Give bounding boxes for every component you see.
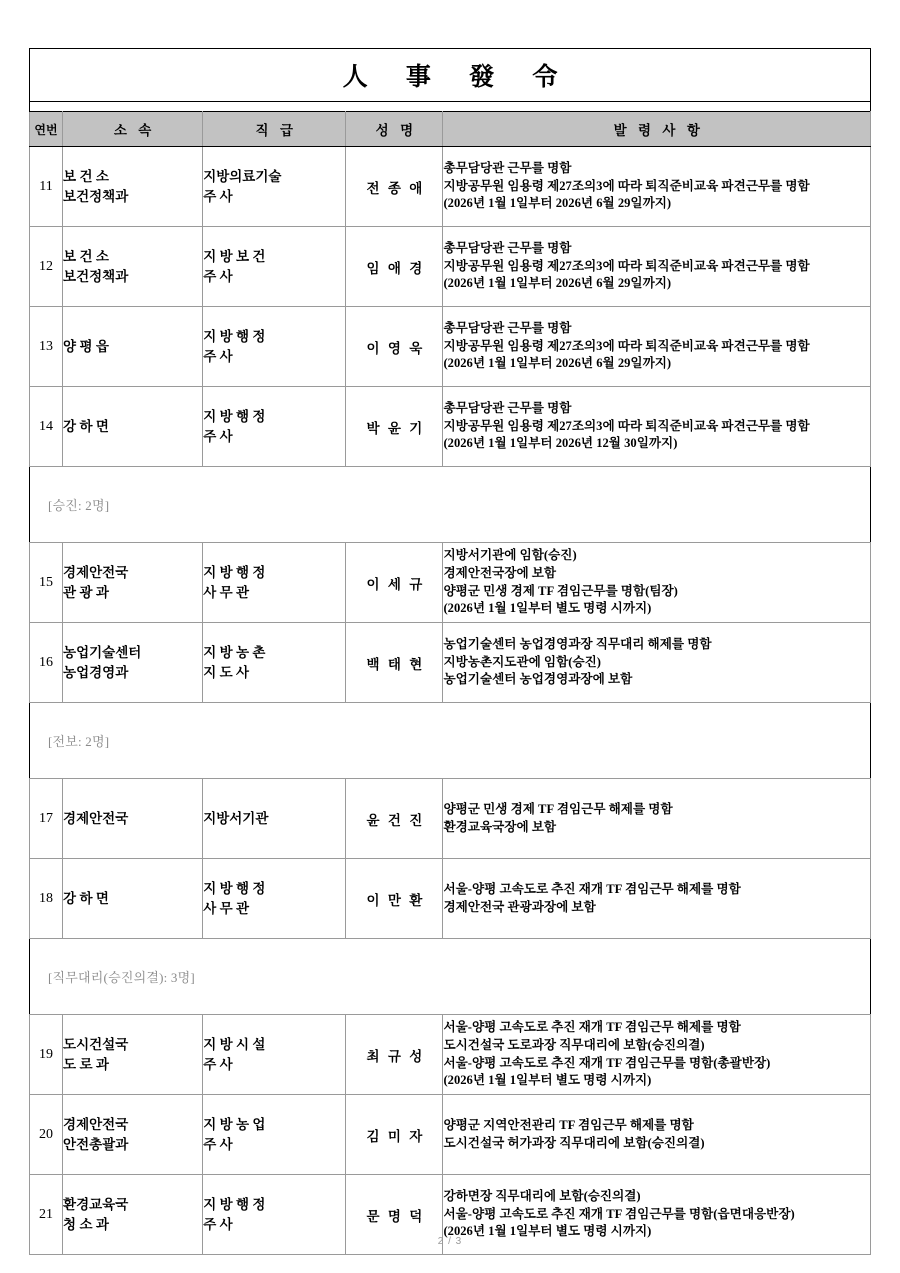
- cell-person-name: 이 영 욱: [346, 307, 443, 387]
- order-detail-line: 지방서기관에 임함(승진): [443, 547, 577, 562]
- cell-organization: [63, 1095, 203, 1175]
- order-detail-line: 서울-양평 고속도로 추진 재개 TF 겸임근무 해제를 명함: [443, 1019, 741, 1034]
- rank-line: 지방의료기술: [203, 168, 282, 184]
- organization-line: 보건정책과: [63, 268, 129, 284]
- order-detail-line: 경제안전국장에 보함: [443, 565, 557, 580]
- cell-person-name: 윤 건 진: [346, 779, 443, 859]
- rank-line: 지 방 시 설: [203, 1036, 266, 1052]
- cell-organization: [63, 779, 203, 859]
- cell-person-name: 이 만 환: [346, 859, 443, 939]
- cell-person-name: 박 윤 기: [346, 387, 443, 467]
- cell-rank: [203, 387, 346, 467]
- order-detail-line: 총무담당관 근무를 명함: [443, 240, 572, 255]
- column-header-rank: 직 급: [203, 112, 346, 147]
- order-detail-line: 도시건설국 도로과장 직무대리에 보함(승진의결): [443, 1037, 705, 1052]
- table-row: [30, 1015, 871, 1095]
- order-detail-line: 농업기술센터 농업경영과장에 보함: [443, 672, 633, 687]
- order-detail-line: 총무담당관 근무를 명함: [443, 320, 572, 335]
- cell-order-details: [443, 1015, 871, 1095]
- personnel-order-table: [29, 111, 871, 1255]
- table-row: [30, 779, 871, 859]
- rank-line: 지 방 행 정: [203, 408, 266, 424]
- organization-line: 강 하 면: [63, 890, 109, 906]
- order-detail-line: 지방공무원 임용령 제27조의3에 따라 퇴직준비교육 파견근무를 명함: [443, 338, 810, 353]
- cell-person-name: 전 종 애: [346, 147, 443, 227]
- cell-sequence-number: 20: [30, 1095, 63, 1175]
- rank-line: 지 방 행 정: [203, 328, 266, 344]
- cell-order-details: [443, 543, 871, 623]
- organization-line: 안전총괄과: [63, 1136, 129, 1152]
- order-detail-line: 지방농촌지도관에 임함(승진): [443, 654, 601, 669]
- organization-line: 강 하 면: [63, 418, 109, 434]
- cell-rank: [203, 543, 346, 623]
- organization-line: 농업기술센터: [63, 644, 142, 660]
- cell-organization: [63, 543, 203, 623]
- order-detail-line: 농업기술센터 농업경영과장 직무대리 해제를 명함: [443, 636, 712, 651]
- rank-line: 주 사: [203, 428, 233, 444]
- cell-order-details: [443, 779, 871, 859]
- rank-line: 주 사: [203, 348, 233, 364]
- cell-sequence-number: 17: [30, 779, 63, 859]
- table-row: [30, 147, 871, 227]
- organization-line: 경제안전국: [63, 1116, 129, 1132]
- organization-line: 양 평 읍: [63, 338, 109, 354]
- table-row: [30, 307, 871, 387]
- table-row: [30, 387, 871, 467]
- cell-person-name: 백 태 현: [346, 623, 443, 703]
- rank-line: 지 방 농 촌: [203, 644, 266, 660]
- cell-sequence-number: 21: [30, 1175, 63, 1255]
- order-detail-line: 양평군 지역안전관리 TF 겸임근무 해제를 명함: [443, 1117, 694, 1132]
- order-detail-line: 강하면장 직무대리에 보함(승진의결): [443, 1188, 641, 1203]
- cell-person-name: 문 명 덕: [346, 1175, 443, 1255]
- organization-line: 농업경영과: [63, 664, 129, 680]
- personnel-order-sheet: [29, 48, 871, 1255]
- rank-line: 지 도 사: [203, 664, 250, 680]
- cell-order-details: [443, 387, 871, 467]
- section-label: [승진: 2명]: [48, 497, 110, 513]
- organization-line: 도시건설국: [63, 1036, 129, 1052]
- cell-rank: [203, 1095, 346, 1175]
- cell-sequence-number: 11: [30, 147, 63, 227]
- document-title-box: [29, 48, 871, 102]
- cell-organization: [63, 387, 203, 467]
- rank-line: 주 사: [203, 1056, 233, 1072]
- order-detail-line: 양평군 민생 경제 TF 겸임근무를 명함(팀장): [443, 583, 678, 598]
- section-divider-cell: [30, 467, 871, 543]
- cell-sequence-number: 15: [30, 543, 63, 623]
- organization-line: 관 광 과: [63, 584, 109, 600]
- order-detail-line: (2026년 1월 1일부터 별도 명령 시까지): [443, 1073, 652, 1088]
- section-divider-cell: [30, 939, 871, 1015]
- section-divider-row: [30, 939, 871, 1015]
- cell-person-name: 임 애 경: [346, 227, 443, 307]
- order-detail-line: 서울-양평 고속도로 추진 재개 TF 겸임근무를 명함(읍면대응반장): [443, 1206, 795, 1221]
- order-detail-line: 도시건설국 허가과장 직무대리에 보함(승진의결): [443, 1135, 705, 1150]
- order-detail-line: 지방공무원 임용령 제27조의3에 따라 퇴직준비교육 파견근무를 명함: [443, 258, 810, 273]
- organization-line: 도 로 과: [63, 1056, 109, 1072]
- organization-line: 경제안전국: [63, 564, 129, 580]
- order-detail-line: (2026년 1월 1일부터 2026년 6월 29일까지): [443, 196, 672, 211]
- rank-line: 사 무 관: [203, 584, 250, 600]
- rank-line: 사 무 관: [203, 900, 250, 916]
- table-header-row: [30, 112, 871, 147]
- cell-organization: [63, 1015, 203, 1095]
- cell-organization: [63, 227, 203, 307]
- cell-order-details: [443, 859, 871, 939]
- table-row: [30, 227, 871, 307]
- order-detail-line: (2026년 1월 1일부터 별도 명령 시까지): [443, 1224, 652, 1239]
- organization-line: 경제안전국: [63, 810, 129, 826]
- organization-line: 보건정책과: [63, 188, 129, 204]
- rank-line: 지방서기관: [203, 810, 269, 826]
- cell-order-details: [443, 227, 871, 307]
- section-divider-row: [30, 467, 871, 543]
- cell-organization: [63, 623, 203, 703]
- rank-line: 주 사: [203, 188, 233, 204]
- cell-rank: [203, 227, 346, 307]
- cell-order-details: [443, 307, 871, 387]
- cell-person-name: 최 규 성: [346, 1015, 443, 1095]
- cell-sequence-number: 19: [30, 1015, 63, 1095]
- order-detail-line: 서울-양평 고속도로 추진 재개 TF 겸임근무를 명함(총괄반장): [443, 1055, 771, 1070]
- order-detail-line: (2026년 1월 1일부터 2026년 6월 29일까지): [443, 356, 672, 371]
- order-detail-line: 환경교육국장에 보함: [443, 819, 557, 834]
- table-row: [30, 623, 871, 703]
- cell-organization: [63, 147, 203, 227]
- column-header-org: 소 속: [63, 112, 203, 147]
- section-label: [직무대리(승진의결): 3명]: [48, 969, 195, 985]
- order-detail-line: 양평군 민생 경제 TF 겸임근무 해제를 명함: [443, 801, 673, 816]
- table-row: [30, 543, 871, 623]
- cell-organization: [63, 307, 203, 387]
- cell-rank: [203, 1015, 346, 1095]
- order-detail-line: (2026년 1월 1일부터 2026년 12월 30일까지): [443, 436, 678, 451]
- order-detail-line: 서울-양평 고속도로 추진 재개 TF 겸임근무 해제를 명함: [443, 881, 741, 896]
- cell-sequence-number: 14: [30, 387, 63, 467]
- cell-sequence-number: 12: [30, 227, 63, 307]
- cell-sequence-number: 16: [30, 623, 63, 703]
- table-row: [30, 1095, 871, 1175]
- page-number-footer: 2 / 3: [437, 1236, 463, 1247]
- organization-line: 환경교육국: [63, 1196, 129, 1212]
- rank-line: 지 방 농 업: [203, 1116, 266, 1132]
- rank-line: 주 사: [203, 1216, 233, 1232]
- rank-line: 주 사: [203, 1136, 233, 1152]
- column-header-order: 발 령 사 항: [443, 112, 871, 147]
- title-spacer-row: [29, 102, 871, 111]
- cell-sequence-number: 13: [30, 307, 63, 387]
- cell-rank: [203, 307, 346, 387]
- cell-order-details: [443, 623, 871, 703]
- cell-person-name: 김 미 자: [346, 1095, 443, 1175]
- cell-order-details: [443, 147, 871, 227]
- cell-rank: [203, 859, 346, 939]
- cell-person-name: 이 세 규: [346, 543, 443, 623]
- section-divider-cell: [30, 703, 871, 779]
- section-divider-row: [30, 703, 871, 779]
- order-detail-line: 총무담당관 근무를 명함: [443, 160, 572, 175]
- column-header-no: 연번: [30, 112, 63, 147]
- order-detail-line: (2026년 1월 1일부터 별도 명령 시까지): [443, 601, 652, 616]
- cell-sequence-number: 18: [30, 859, 63, 939]
- order-detail-line: 지방공무원 임용령 제27조의3에 따라 퇴직준비교육 파견근무를 명함: [443, 178, 810, 193]
- rank-line: 주 사: [203, 268, 233, 284]
- cell-order-details: [443, 1095, 871, 1175]
- order-detail-line: (2026년 1월 1일부터 2026년 6월 29일까지): [443, 276, 672, 291]
- rank-line: 지 방 보 건: [203, 248, 266, 264]
- order-detail-line: 지방공무원 임용령 제27조의3에 따라 퇴직준비교육 파견근무를 명함: [443, 418, 810, 433]
- cell-rank: [203, 623, 346, 703]
- section-label: [전보: 2명]: [48, 733, 110, 749]
- table-header: [30, 112, 871, 147]
- cell-organization: [63, 859, 203, 939]
- table-row: [30, 859, 871, 939]
- table-body: [30, 147, 871, 1255]
- order-detail-line: 총무담당관 근무를 명함: [443, 400, 572, 415]
- rank-line: 지 방 행 정: [203, 880, 266, 896]
- organization-line: 보 건 소: [63, 168, 109, 184]
- rank-line: 지 방 행 정: [203, 1196, 266, 1212]
- cell-rank: [203, 779, 346, 859]
- organization-line: 보 건 소: [63, 248, 109, 264]
- page-title: 人 事 發 令: [342, 64, 574, 91]
- organization-line: 청 소 과: [63, 1216, 109, 1232]
- cell-rank: [203, 147, 346, 227]
- column-header-name: 성 명: [346, 112, 443, 147]
- rank-line: 지 방 행 정: [203, 564, 266, 580]
- order-detail-line: 경제안전국 관광과장에 보함: [443, 899, 596, 914]
